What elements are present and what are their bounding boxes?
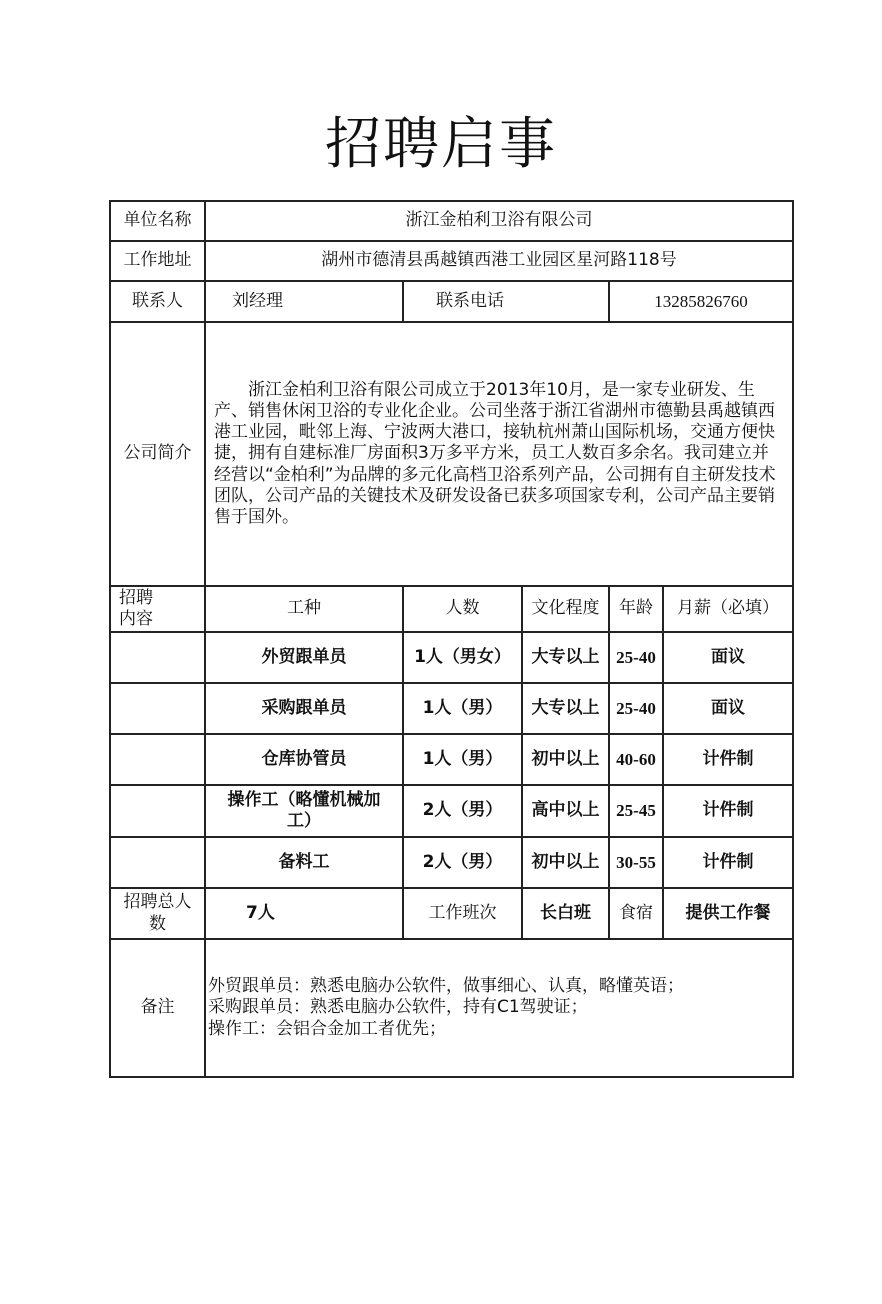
job-education: 初中以上: [522, 734, 609, 785]
job-type: 仓库协管员: [205, 734, 403, 785]
recruit-label: [110, 586, 205, 632]
shift-value: 长白班: [522, 888, 609, 939]
phone-number: 13285826760: [609, 281, 793, 322]
remark-line: 操作工：会铝合金加工者优先；: [208, 1018, 446, 1039]
job-education: 大专以上: [522, 632, 609, 683]
job-type: 采购跟单员: [205, 683, 403, 734]
company-name: 浙江金柏利卫浴有限公司: [205, 201, 793, 241]
job-count: 2人（男）: [403, 785, 522, 837]
job-age: 25-40: [609, 632, 663, 683]
job-age: 40-60: [609, 734, 663, 785]
job-count: 1人（男女）: [403, 632, 522, 683]
job-row: [110, 683, 793, 734]
job-row: [110, 785, 793, 837]
company-label: 单位名称: [110, 201, 205, 241]
job-count: 2人（男）: [403, 837, 522, 888]
job-row-empty: [110, 837, 205, 888]
job-row: [110, 734, 793, 785]
lodging-label: 食宿: [609, 888, 663, 939]
job-salary: 面议: [663, 632, 793, 683]
job-row-empty: [110, 734, 205, 785]
job-row: [110, 632, 793, 683]
company-row: [110, 201, 793, 241]
address-value: 湖州市德清县禹越镇西港工业园区星河路118号: [205, 241, 793, 281]
recruit-header-row: [110, 586, 793, 632]
remarks-row: [110, 939, 793, 1077]
recruitment-form: [109, 200, 794, 1078]
header-count: 人数: [403, 586, 522, 632]
job-age: 25-45: [609, 785, 663, 837]
remark-line: 外贸跟单员：熟悉电脑办公软件，做事细心、认真，略懂英语；: [208, 976, 684, 997]
job-age: 25-40: [609, 683, 663, 734]
address-label: 工作地址: [110, 241, 205, 281]
intro-label: 公司简介: [110, 322, 205, 586]
job-education: 大专以上: [522, 683, 609, 734]
job-count: 1人（男）: [403, 734, 522, 785]
job-salary: 面议: [663, 683, 793, 734]
job-salary: 计件制: [663, 837, 793, 888]
job-education: 高中以上: [522, 785, 609, 837]
contact-label: 联系人: [110, 281, 205, 322]
job-row-empty: [110, 632, 205, 683]
remark-line: 采购跟单员：熟悉电脑办公软件，持有C1驾驶证；: [208, 997, 588, 1018]
intro-cell: [205, 322, 793, 586]
remarks-cell: [205, 939, 793, 1077]
contact-name: 刘经理: [205, 281, 403, 322]
total-count: 7人: [205, 888, 403, 939]
job-count: 1人（男）: [403, 683, 522, 734]
recruit-label-line1: 招聘: [119, 587, 153, 608]
header-salary: 月薪（必填）: [663, 586, 793, 632]
lodging-value: 提供工作餐: [663, 888, 793, 939]
contact-row: [110, 281, 793, 322]
page-title: 招聘启事: [325, 112, 557, 177]
shift-label: 工作班次: [403, 888, 522, 939]
address-row: [110, 241, 793, 281]
header-type: 工种: [205, 586, 403, 632]
remarks-label: 备注: [110, 939, 205, 1077]
intro-text: 浙江金柏利卫浴有限公司成立于2013年10月，是一家专业研发、生产、销售休闲卫浴的专业化企业。公司坐落于浙江省湖州市德勤县禹越镇西港工业园，毗邻上海、宁波两大港口，接轨杭州萧山国际机场，交通方便快捷，拥有自建标准厂房面积3万多平方米，员工人数百多余名。我司建立并经营以“金柏利”为品牌的多元化高档卫浴系列产品，公司拥有自主研发技术团队，公司产品的关键技术及研发设备已获多项国家专利，公司产品主要销售于国外。: [214, 379, 776, 528]
job-row: [110, 837, 793, 888]
job-row-empty: [110, 683, 205, 734]
job-age: 30-55: [609, 837, 663, 888]
job-salary: 计件制: [663, 785, 793, 837]
job-salary: 计件制: [663, 734, 793, 785]
summary-row: [110, 888, 793, 939]
recruit-label-line2: 内容: [119, 609, 153, 629]
phone-label: 联系电话: [403, 281, 609, 322]
job-row-empty: [110, 785, 205, 837]
job-type: 备料工: [205, 837, 403, 888]
header-education: 文化程度: [522, 586, 609, 632]
header-age: 年龄: [609, 586, 663, 632]
job-type: 外贸跟单员: [205, 632, 403, 683]
job-type: 操作工（略懂机械加工）: [205, 785, 403, 837]
job-education: 初中以上: [522, 837, 609, 888]
total-label: 招聘总人数: [110, 888, 205, 939]
intro-row: [110, 322, 793, 586]
